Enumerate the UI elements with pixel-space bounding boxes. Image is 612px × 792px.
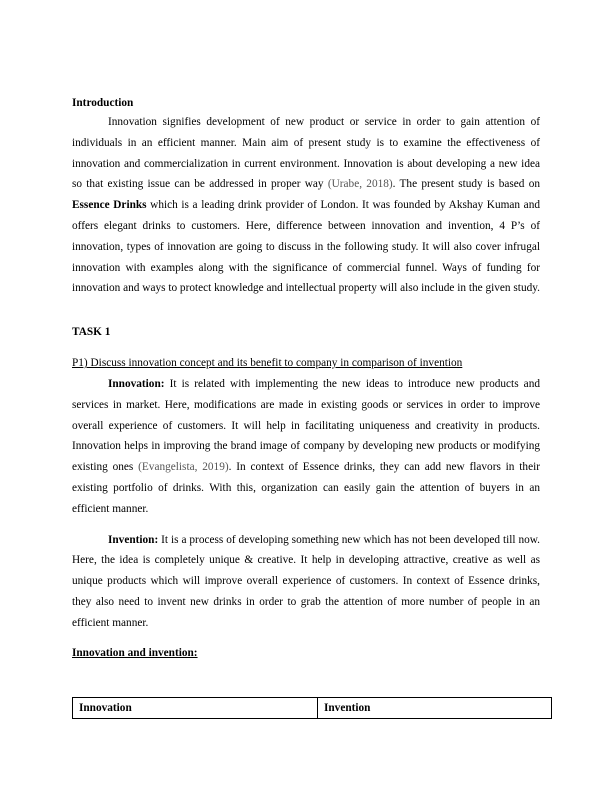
invention-label: Invention:: [108, 533, 159, 546]
innovation-text-1: It is related with implementing the new ideas to introduce new products and services in market. Here, modifications are made in existing goods or services in order to improve overall experience of customers. It will help in facilitating uniqueness and creativity in products. Innovation helps in improving the brand image of company by developing new products or modifying existing ones: [72, 377, 540, 474]
comparison-heading: Innovation and invention:: [72, 646, 198, 659]
column-header-innovation: Innovation: [73, 698, 318, 719]
table-header-row: [73, 698, 552, 719]
citation-urabe: (Urabe, 2018): [327, 178, 393, 191]
innovation-paragraph: [72, 374, 540, 520]
comparison-table: [72, 697, 552, 719]
intro-text-2: . The present study is based on: [392, 178, 540, 191]
column-header-invention: Invention: [318, 698, 552, 719]
intro-text-3: which is a leading drink provider of London. It was founded by Akshay Kuman and offers elegant drinks to customers. Here, difference between innovation and invention, 4 P’s of innovation, types of innovation are going to discuss in the following study. It will also cover infrugal innovation with examples along with the significance of commercial funnel. Ways of funding for innovation and ways to protect knowledge and intellectual property will also include in the given study.: [72, 199, 540, 295]
document-page: [72, 94, 540, 663]
intro-text-1: Innovation signifies development of new product or service in order to gain attention of individuals in an efficient manner. Main aim of present study is to examine the effectiveness of innovation and commercialization in current environment. Innovation is about developing a new idea so that existing issue can be addressed in proper way: [72, 116, 540, 191]
citation-evangelista: (Evangelista, 2019): [138, 461, 229, 474]
invention-text: It is a process of developing something new which has not been developed till now. Here, the idea is completely unique & creative. It help in developing attractive, creative as well as unique products which will improve overall experience of customers. In context of Essence drinks, they also need to invent new drinks in order to grab the attention of more number of people in an efficient manner.: [72, 533, 540, 629]
task-subheading: P1) Discuss innovation concept and its benefit to company in comparison of invention: [72, 357, 463, 370]
innovation-label: Innovation:: [108, 377, 165, 390]
invention-paragraph: [72, 530, 540, 634]
task-heading: TASK 1: [72, 326, 111, 339]
company-name: Essence Drinks: [72, 199, 147, 212]
intro-paragraph: [72, 112, 540, 299]
intro-heading: Introduction: [72, 97, 134, 109]
innovation-text-2: . In context of Essence drinks, they can add new flavors in their existing portfolio of drinks. With this, organization can easily gain the attention of buyers in an efficient manner.: [72, 461, 540, 515]
